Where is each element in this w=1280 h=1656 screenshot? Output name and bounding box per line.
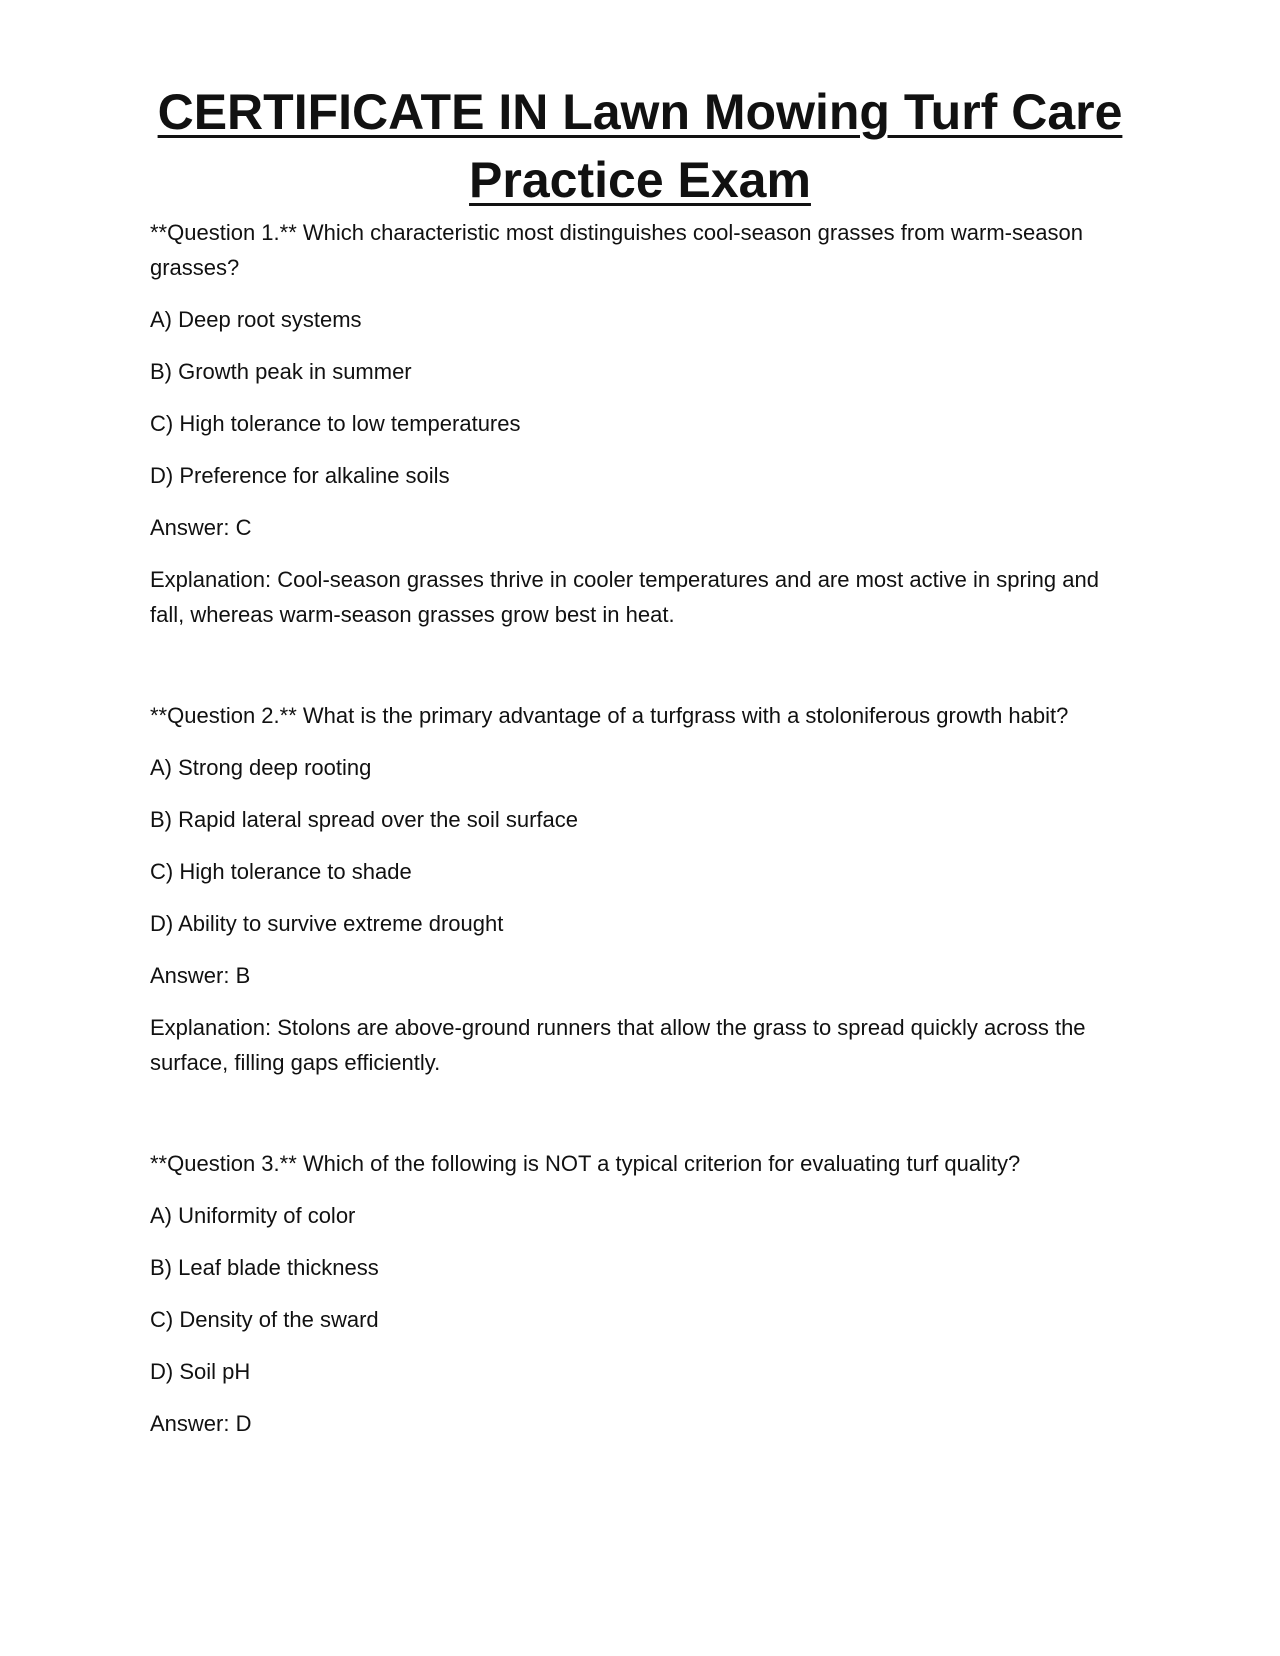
question-list <box>150 215 1135 1458</box>
answer-line: Answer: D <box>150 1411 252 1436</box>
title-line-1: CERTIFICATE IN Lawn Mowing Turf Care <box>157 84 1123 140</box>
option-c: C) High tolerance to low temperatures <box>150 411 521 436</box>
option-d: D) Soil pH <box>150 1359 251 1384</box>
option-b: B) Growth peak in summer <box>150 359 412 384</box>
spacer <box>150 1080 1135 1146</box>
question-2 <box>150 698 1135 1080</box>
option-b: B) Rapid lateral spread over the soil surface <box>150 807 578 832</box>
explanation-text: Explanation: Cool-season grasses thrive in cooler temperatures and are most active in spring and fall, whereas warm-season grasses grow best in heat. <box>150 567 1099 627</box>
option-a: A) Uniformity of color <box>150 1203 356 1228</box>
question-text: **Question 2.** What is the primary advantage of a turfgrass with a stoloniferous growth habit? <box>150 703 1069 728</box>
option-d: D) Preference for alkaline soils <box>150 463 450 488</box>
question-text: **Question 3.** Which of the following is NOT a typical criterion for evaluating turf quality? <box>150 1151 1021 1176</box>
option-b: B) Leaf blade thickness <box>150 1255 379 1280</box>
explanation-text: Explanation: Stolons are above-ground runners that allow the grass to spread quickly across the surface, filling gaps efficiently. <box>150 1015 1086 1075</box>
option-c: C) Density of the sward <box>150 1307 379 1332</box>
question-1 <box>150 215 1135 632</box>
option-d: D) Ability to survive extreme drought <box>150 911 504 936</box>
answer-line: Answer: B <box>150 963 251 988</box>
option-a: A) Deep root systems <box>150 307 362 332</box>
question-3 <box>150 1146 1135 1441</box>
document-title <box>150 78 1130 214</box>
option-c: C) High tolerance to shade <box>150 859 412 884</box>
answer-line: Answer: C <box>150 515 252 540</box>
question-text: **Question 1.** Which characteristic most distinguishes cool-season grasses from warm-season grasses? <box>150 220 1083 280</box>
option-a: A) Strong deep rooting <box>150 755 372 780</box>
title-line-2: Practice Exam <box>469 152 811 208</box>
spacer <box>150 632 1135 698</box>
